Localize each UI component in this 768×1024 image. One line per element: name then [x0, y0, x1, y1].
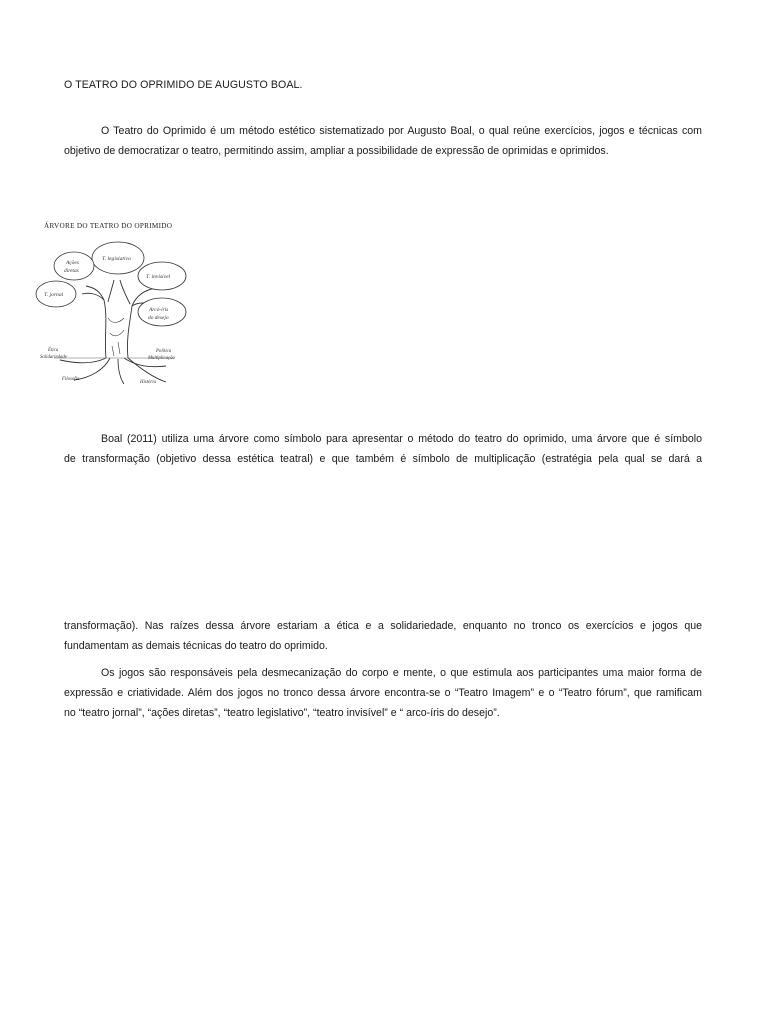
label-historia: História [140, 380, 156, 385]
paragraph-line: no “teatro jornal”, “ações diretas”, “teatro legislativo”, “teatro invisível” e “ arco-íris do desejo”. [64, 707, 500, 719]
label-filosofia: Filosofia [62, 377, 80, 382]
cloud-acoes [54, 252, 94, 280]
label-acoes-2: diretas [64, 268, 79, 274]
label-arco-2: do desejo [148, 315, 169, 321]
paragraph-line: fundamentam as demais técnicas do teatro do oprimido. [64, 640, 328, 652]
label-solidariedade: Solidariedade [40, 355, 67, 360]
label-invisivel: T. invisível [146, 274, 171, 280]
label-legislativo: T. legislativo [102, 256, 131, 262]
label-acoes-1: Ações [66, 260, 79, 266]
label-multiplicacao: Multiplicação [148, 356, 175, 361]
paragraph-line: O Teatro do Oprimido é um método estético sistematizado por Augusto Boal, o qual reúne exercícios, jogos e técnicas com [101, 125, 702, 137]
paragraph-line: transformação). Nas raízes dessa árvore estariam a ética e a solidariedade, enquanto no tronco os exercícios e jogos que [64, 620, 702, 632]
paragraph-line: Os jogos são responsáveis pela desmecanização do corpo e mente, o que estimula aos participantes uma maior forma de [101, 667, 702, 679]
paragraph-line: Boal (2011) utiliza uma árvore como símbolo para apresentar o método do teatro do oprimido, uma árvore que é símbolo [101, 433, 702, 445]
label-politica: Política [156, 349, 172, 354]
tree-figure [34, 218, 194, 396]
label-arco-1: Arco-íris [149, 307, 169, 313]
paragraph-line: expressão e criatividade. Além dos jogos no tronco dessa árvore encontra-se o “Teatro Imagem” e o “Teatro fórum”, que ramificam [64, 687, 702, 699]
label-jornal: T. jornal [44, 292, 64, 298]
label-etica: Ética [48, 348, 59, 353]
paragraph-line: de transformação (objetivo dessa estética teatral) e que também é símbolo de multiplicação (estratégia pela qual se dará a [64, 453, 702, 465]
figure-title: ÁRVORE DO TEATRO DO OPRIMIDO [44, 222, 173, 230]
document-title: O TEATRO DO OPRIMIDO DE AUGUSTO BOAL. [64, 79, 303, 91]
paragraph-line: objetivo de democratizar o teatro, permitindo assim, ampliar a possibilidade de expressão de oprimidas e oprimidos. [64, 145, 609, 157]
